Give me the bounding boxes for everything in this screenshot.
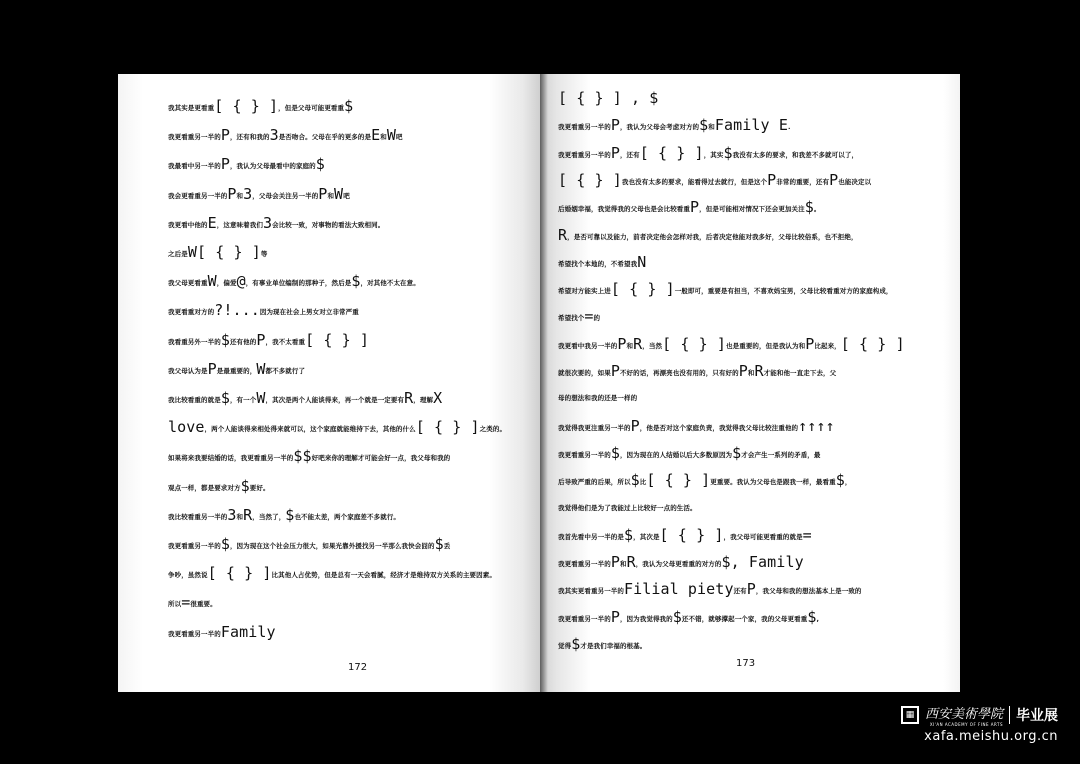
text-line xyxy=(558,470,851,490)
line-text: 所以 xyxy=(168,600,182,609)
line-text: ，偏爱 xyxy=(216,279,237,288)
line-text: ，理解 xyxy=(413,396,434,404)
symbol-glyph: $ xyxy=(699,116,709,135)
line-text: 我更看重另一半的 xyxy=(558,560,611,569)
line-text: 希望对方能实上进 xyxy=(558,287,611,296)
line-text: 比起来， xyxy=(814,341,841,350)
line-text: ，还有 xyxy=(619,150,640,159)
line-text: 我更看重另一半的 xyxy=(168,629,221,638)
symbol-glyph: $ xyxy=(672,607,682,626)
symbol-glyph: P xyxy=(220,126,230,145)
line-text: 我也没有太多的要求，能看得过去就行，但是这个 xyxy=(621,177,768,186)
symbol-glyph: P xyxy=(610,362,620,380)
symbol-glyph: W xyxy=(256,359,266,378)
symbol-glyph: [ { } ] xyxy=(840,334,905,353)
text-line xyxy=(558,334,905,354)
text-line xyxy=(558,579,862,599)
text-line xyxy=(558,170,871,190)
symbol-glyph: R xyxy=(626,553,636,572)
symbol-glyph: [ { } ] xyxy=(558,170,622,189)
text-line xyxy=(168,534,450,554)
text-line xyxy=(558,361,836,381)
line-text: 观点一样，都是要求对方 xyxy=(168,483,241,492)
book-page-left xyxy=(118,74,540,692)
line-text: 我更看重另一半的 xyxy=(558,614,611,623)
line-text: 很重要。 xyxy=(190,600,217,609)
symbol-glyph: P xyxy=(207,359,217,378)
symbol-glyph: $ xyxy=(624,525,634,544)
symbol-glyph: W xyxy=(256,389,266,407)
line-text: ，他是否对这个家庭负责，我觉得我父母比较注重他的 xyxy=(639,423,799,432)
line-text: ，有事业单位编制的那种子，然后是 xyxy=(245,279,352,288)
line-text: ，但是可能相对情况下还会更加关注 xyxy=(699,205,805,214)
text-line xyxy=(558,416,835,436)
line-text: 我比较看重另一半的 xyxy=(168,512,228,521)
line-text: 如果将来我要结婚的话，我更看重另一半的 xyxy=(168,454,294,463)
symbol-glyph: $ xyxy=(723,143,733,162)
line-text: 我父母更看重 xyxy=(168,279,208,288)
line-text: 丢 xyxy=(443,542,451,550)
symbol-glyph: 3 xyxy=(269,126,279,145)
symbol-glyph: [ { } ] xyxy=(214,97,279,115)
line-text: 和 xyxy=(747,369,755,377)
line-text: 是最重要的， xyxy=(216,366,257,375)
symbol-glyph: 3 xyxy=(227,505,237,524)
text-line xyxy=(558,388,637,408)
line-text: 我更看中他的 xyxy=(168,220,208,229)
text-line xyxy=(168,359,305,379)
text-line xyxy=(168,271,420,291)
line-text: 我其实更看重另一半的 xyxy=(558,587,624,596)
text-line xyxy=(558,552,804,572)
symbol-glyph: $ xyxy=(351,272,361,291)
line-text: ，其次是 xyxy=(633,532,660,541)
symbol-glyph: P xyxy=(256,330,266,349)
symbol-glyph: $$ xyxy=(293,447,312,466)
line-text: 我最看中另一半的 xyxy=(168,162,221,171)
line-text: ，我父母可能更看重的就是 xyxy=(723,532,803,541)
line-text: 争吵，虽然说 xyxy=(168,571,208,580)
symbol-glyph: P xyxy=(746,580,756,599)
line-text: ，但是父母可能更看重 xyxy=(278,104,345,112)
symbol-glyph: P xyxy=(767,170,777,189)
text-line xyxy=(558,252,646,272)
symbol-glyph: $ xyxy=(721,553,731,572)
line-text: ，还有和我的 xyxy=(229,133,270,142)
line-text: 我父母认为是 xyxy=(168,366,208,375)
line-text: 后婚姻幸福，我觉得我的父母也是会比较看重 xyxy=(558,205,690,214)
line-text: 我比较看重的就是 xyxy=(168,396,221,404)
symbol-glyph: R xyxy=(633,334,643,353)
line-text: ，当然 xyxy=(642,341,663,350)
text-line xyxy=(558,88,658,108)
line-text: 我会更看重另一半的 xyxy=(168,191,228,200)
line-text: ，我父母和我的想法基本上是一致的 xyxy=(755,587,862,596)
line-text: 我看重另外一半的 xyxy=(168,337,221,346)
text-line xyxy=(558,115,791,135)
symbol-glyph: Filial piety xyxy=(624,580,734,599)
line-text: ，对其他不太在意。 xyxy=(360,279,420,288)
text-line xyxy=(168,505,400,525)
line-text: 我更看重另一半的 xyxy=(558,123,611,132)
line-text: ，有一个 xyxy=(229,396,257,404)
symbol-glyph: [ { } ] xyxy=(207,564,272,583)
text-line xyxy=(558,525,812,545)
symbol-glyph: [ { } ] xyxy=(305,330,370,349)
line-text: 之后是 xyxy=(168,250,188,258)
text-line xyxy=(558,634,646,654)
line-text: , xyxy=(816,614,820,623)
line-text: ，当然了， xyxy=(252,512,286,521)
line-text: 都不多就行了 xyxy=(265,366,306,375)
symbol-glyph: P xyxy=(318,184,328,203)
line-text: 我更看中我另一半的 xyxy=(558,341,618,350)
symbol-glyph: $ xyxy=(285,505,295,524)
symbol-glyph: R xyxy=(404,389,414,407)
symbol-glyph: $ xyxy=(315,155,325,174)
symbol-glyph: R xyxy=(243,505,253,524)
symbol-glyph: P xyxy=(690,198,700,217)
line-text: . xyxy=(787,123,791,132)
symbol-glyph: E xyxy=(207,213,217,232)
symbol-glyph: R xyxy=(754,362,764,380)
text-line xyxy=(168,330,369,350)
symbol-glyph: P xyxy=(610,116,620,135)
symbol-glyph: P xyxy=(227,184,237,203)
line-text: 比 xyxy=(639,478,647,487)
school-name: 西安美術學院 XI'AN ACADEMY OF FINE ARTS xyxy=(924,707,1003,727)
symbol-glyph: [ { } ] xyxy=(659,525,724,544)
line-text: 希望找个本地的，不希望我 xyxy=(558,259,638,268)
symbol-glyph: 3 xyxy=(243,184,253,203)
symbol-glyph: [ { } ] xyxy=(646,471,711,490)
symbol-glyph: X xyxy=(433,389,443,407)
line-text: 吧 xyxy=(396,133,403,142)
symbol-glyph: [ { } ] xyxy=(639,143,704,162)
school-logo-icon: ▦ xyxy=(901,706,919,724)
line-text: 我更看重对方的 xyxy=(168,308,215,317)
symbol-glyph: $ xyxy=(220,389,230,407)
line-text: ，我认为父母最看中的家庭的 xyxy=(229,162,316,171)
line-text: 不好的话，再漂亮也没有用的，只有好的 xyxy=(619,369,739,377)
line-text: 和 xyxy=(708,123,715,132)
line-text: ，因为现在这个社会压力很大，如果光靠外援找另一半那么我快会囧的 xyxy=(229,542,435,550)
symbol-glyph: [ { } ] xyxy=(610,280,675,299)
text-line xyxy=(558,607,819,627)
text-line xyxy=(558,279,893,299)
symbol-glyph: P xyxy=(805,334,815,353)
line-text: 要好。 xyxy=(249,483,270,492)
line-text: 比其他人占优势，但是总有一天会看腻，经济才是维持双方关系的主要因素。 xyxy=(271,571,496,580)
text-line xyxy=(168,300,359,320)
symbol-glyph: W xyxy=(207,272,217,291)
line-text: 非常的重要，还有 xyxy=(776,177,830,186)
line-text: 也不能太差，两个家庭差不多就行。 xyxy=(294,512,401,521)
book-page-right xyxy=(540,74,960,692)
symbol-glyph: [ { } ] xyxy=(415,418,480,437)
line-text: 希望找个 xyxy=(558,314,585,323)
text-line xyxy=(558,197,821,217)
symbol-glyph: P xyxy=(610,143,620,162)
line-text: 才会产生一系列的矛盾，最 xyxy=(741,450,821,459)
symbol-glyph: P xyxy=(829,170,839,189)
line-text: ，是否可靠以及能力，前者决定他会怎样对我，后者决定他能对我多好，父母比较俗系，也不拒绝， xyxy=(567,232,858,241)
symbol-glyph: $ xyxy=(220,535,230,553)
symbol-glyph: , Family xyxy=(730,553,804,572)
symbol-glyph: W xyxy=(334,184,344,203)
line-text: 和 xyxy=(380,133,387,142)
text-line xyxy=(558,306,600,326)
text-line xyxy=(168,213,384,233)
symbol-glyph: love xyxy=(168,418,205,437)
line-text: 我更看重另一半的 xyxy=(168,542,221,550)
line-text: 我首先看中另一半的是 xyxy=(558,532,624,541)
symbol-glyph: P xyxy=(610,553,620,572)
line-text: 会比较一致，对事物的看法大致相同。 xyxy=(272,220,385,229)
text-line xyxy=(558,143,858,163)
text-line xyxy=(168,96,353,116)
symbol-glyph: $ xyxy=(434,535,444,553)
line-text: 等 xyxy=(260,250,268,258)
line-text: 之类的。 xyxy=(479,425,507,434)
symbol-glyph: $ xyxy=(804,198,814,217)
symbol-glyph: P xyxy=(738,362,748,380)
text-line xyxy=(168,622,276,642)
line-text: ，这意味着我们 xyxy=(216,220,263,229)
symbol-glyph: ↑↑↑↑ xyxy=(798,416,835,435)
line-text: 更重要。我认为父母也是跟我一样，最看重 xyxy=(710,478,836,487)
line-text: 还有 xyxy=(733,587,747,596)
line-text: 母的想法和我的还是一样的 xyxy=(558,394,638,403)
symbol-glyph: $ xyxy=(344,97,354,115)
line-text: ，其次是两个人能谈得来，再一个就是一定要有 xyxy=(265,396,405,404)
symbol-glyph: P xyxy=(630,416,640,435)
symbol-glyph: E xyxy=(371,126,381,145)
watermark xyxy=(901,703,1058,744)
line-text: ，我不太看重 xyxy=(265,337,306,346)
symbol-glyph: P xyxy=(617,334,627,353)
text-line xyxy=(168,154,325,174)
line-text: 是否吻合。父母在乎的更多的是 xyxy=(278,133,372,142)
symbol-glyph: [ { } ] xyxy=(662,334,727,353)
watermark-divider xyxy=(1009,706,1010,724)
line-text: ，因为现在的人结婚以后大多数原因为 xyxy=(619,450,733,459)
line-text: ，我认为父母会考虑对方的 xyxy=(619,123,700,132)
line-text: 后导致严重的后果，所以 xyxy=(558,478,631,487)
line-text: 也是重要的，但是我认为和 xyxy=(726,341,806,350)
symbol-glyph: $ xyxy=(807,607,817,626)
text-line xyxy=(558,225,858,245)
symbol-glyph: = xyxy=(584,307,594,326)
line-text: 还有他的 xyxy=(229,337,257,346)
line-text: 和 xyxy=(236,191,244,200)
line-text: 我觉得我更注重另一半的 xyxy=(558,423,631,432)
line-text: ， xyxy=(844,478,852,487)
line-text: 才是我们幸福的根基。 xyxy=(580,642,647,650)
line-text: ，两个人能谈得来相处得来就可以，这个家庭就能维持下去，其他的什么 xyxy=(204,425,416,434)
line-text: 我觉得他们是为了我能过上比较好一点的生活。 xyxy=(558,503,697,512)
symbol-glyph: P xyxy=(220,155,230,174)
symbol-glyph: [ { } ] , $ xyxy=(558,89,659,107)
text-line xyxy=(168,184,350,204)
symbol-glyph: R xyxy=(558,225,568,244)
symbol-glyph: N xyxy=(637,252,647,271)
line-text: ，父母会关注另一半的 xyxy=(252,191,319,200)
symbol-glyph: = xyxy=(181,593,191,612)
exhibition-label: 毕业展 xyxy=(1016,708,1058,724)
text-line xyxy=(168,125,403,145)
line-text: 才能和他一直走下去，父 xyxy=(763,369,837,377)
symbol-glyph: $ xyxy=(571,635,581,653)
line-text: 吧 xyxy=(343,191,350,200)
line-text: 觉得 xyxy=(558,642,572,650)
line-text: 一般即可，重要是有担当，不喜欢妈宝男，父母比较看重对方的家庭构成， xyxy=(674,287,893,296)
line-text: 我更看重另一半的 xyxy=(558,450,611,459)
symbol-glyph: $ xyxy=(220,330,230,349)
line-text: 还不错，就够撑起一个家，我的父母更看重 xyxy=(681,614,808,623)
line-text: 和 xyxy=(619,560,627,569)
text-line xyxy=(168,242,267,262)
symbol-glyph: P xyxy=(610,607,620,626)
line-text: 好吧来你的理解才可能会好一点，我父母和我的 xyxy=(311,454,451,463)
text-line xyxy=(168,417,506,437)
line-text: 。 xyxy=(813,205,821,214)
text-line xyxy=(558,498,697,518)
symbol-glyph: W xyxy=(187,243,197,261)
line-text: 我其实是更看重 xyxy=(168,104,215,112)
line-text: 我更看重另一半的 xyxy=(558,150,611,159)
line-text: 我没有太多的要求，和我差不多就可以了， xyxy=(732,150,859,159)
symbol-glyph: $ xyxy=(610,443,620,462)
website-url: xafa.meishu.org.cn xyxy=(924,729,1058,744)
line-text: 也能决定以 xyxy=(838,177,872,186)
spine-shadow xyxy=(540,74,548,692)
symbol-glyph: $ xyxy=(732,443,742,462)
line-text: 就很次要的，如果 xyxy=(558,369,611,377)
text-line xyxy=(168,592,217,612)
page-number-right: 173 xyxy=(736,658,756,669)
symbol-glyph: $ xyxy=(835,471,845,490)
line-text: ，我认为父母更看重的对方的 xyxy=(635,560,722,569)
line-text: 和 xyxy=(626,341,634,350)
line-text: 我更看重另一半的 xyxy=(168,133,221,142)
text-line xyxy=(558,443,821,463)
symbol-glyph: = xyxy=(802,525,812,544)
symbol-glyph: @ xyxy=(236,272,246,291)
page-number-left: 172 xyxy=(348,662,368,673)
symbol-glyph: [ { } ] xyxy=(196,243,261,261)
line-text: 因为现在社会上男女对立非常严重 xyxy=(259,308,359,317)
symbol-glyph: ?!... xyxy=(214,301,260,320)
line-text: 和 xyxy=(236,512,244,521)
text-line xyxy=(168,563,496,583)
line-text: ，其实 xyxy=(703,150,724,159)
line-text: 的 xyxy=(593,314,601,323)
text-line xyxy=(168,476,270,496)
text-line xyxy=(168,388,442,408)
symbol-glyph: $ xyxy=(630,471,640,490)
symbol-glyph: Family xyxy=(220,622,276,641)
text-line xyxy=(168,446,450,466)
symbol-glyph: Family E xyxy=(714,116,788,135)
symbol-glyph: 3 xyxy=(262,213,273,232)
line-text: 和 xyxy=(327,191,335,200)
symbol-glyph: W xyxy=(386,126,396,145)
line-text: ，因为我觉得我的 xyxy=(619,614,673,623)
symbol-glyph: $ xyxy=(240,476,250,495)
